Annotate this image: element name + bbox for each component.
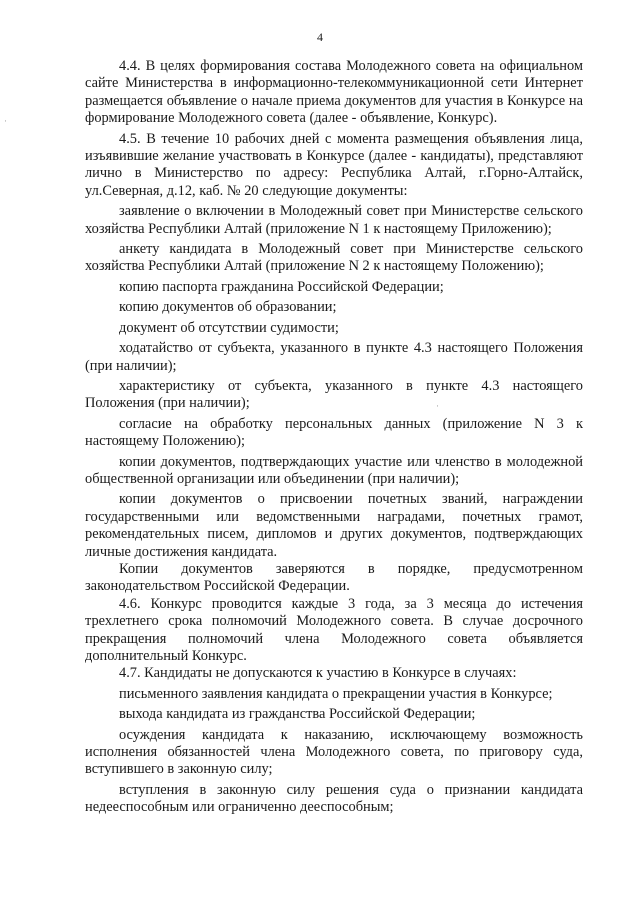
paragraph-4-5: 4.5. В течение 10 рабочих дней с момента размещения объявления лица, изъявившие желание участвовать в Конкурсе (далее - кандидаты), представляют лично в Министерство по адресу: Республика Алтай, г.Горно-Алтайск, ул.Северная, д.12, каб. № 20 следующие документы: bbox=[85, 130, 583, 199]
list-item-membership: копии документов, подтверждающих участие или членство в молодежной общественной организации или объединении (при наличии); bbox=[85, 453, 583, 487]
paragraph-4-4: 4.4. В целях формирования состава Молодежного совета на официальном сайте Министерства в информационно-телекоммуникационной сети Интернет размещается объявление о начале приема документов для участия в Конкурсе на формирование Молодежного совета (далее - объявление, Конкурс). bbox=[85, 58, 583, 127]
list-item-consent: согласие на обработку персональных данных (приложение N 3 к настоящему Положению); bbox=[85, 415, 583, 450]
list-item-citizenship: выхода кандидата из гражданства Российской Федерации; bbox=[119, 706, 476, 723]
list-item-petition: ходатайство от субъекта, указанного в пункте 4.3 настоящего Положения (при наличии); bbox=[85, 340, 583, 374]
list-item-reference: характеристику от субъекта, указанного в пункте 4.3 настоящего Положения (при наличии); bbox=[85, 377, 583, 412]
list-item-awards: копии документов о присвоении почетных званий, награждении государственными или ведомственными наградами, почетных грамот, рекомендательных писем, дипломов и других документов, подтверждающих личные достижения кандидата. bbox=[85, 491, 583, 560]
scan-speck: · bbox=[436, 401, 439, 411]
list-item-incapacity: вступления в законную силу решения суда о признании кандидата недееспособным или ограниченно дееспособным; bbox=[85, 781, 583, 816]
list-item-withdrawal: письменного заявления кандидата о прекращении участия в Конкурсе; bbox=[119, 685, 553, 702]
scan-speck: · bbox=[4, 116, 7, 126]
paragraph-4-7: 4.7. Кандидаты не допускаются к участию в Конкурсе в случаях: bbox=[119, 665, 517, 682]
list-item-no-record: документ об отсутствии судимости; bbox=[119, 319, 339, 336]
paragraph-4-6: 4.6. Конкурс проводится каждые 3 года, за 3 месяца до истечения трехлетнего срока полномочий Молодежного совета. В случае досрочного прекращения полномочий члена Молодежного совета объявляется дополнительный Конкурс. bbox=[85, 595, 583, 664]
list-item-passport: копию паспорта гражданина Российской Федерации; bbox=[119, 278, 444, 295]
list-item-application: заявление о включении в Молодежный совет при Министерстве сельского хозяйства Республики Алтай (приложение N 1 к настоящему Приложению); bbox=[85, 203, 583, 237]
paragraph-certification: Копии документов заверяются в порядке, предусмотренном законодательством Российской Федерации. bbox=[85, 560, 583, 595]
list-item-questionnaire: анкету кандидата в Молодежный совет при Министерстве сельского хозяйства Республики Алтай (приложение N 2 к настоящему Положению); bbox=[85, 241, 583, 275]
page-number: 4 bbox=[317, 30, 323, 44]
list-item-education: копию документов об образовании; bbox=[119, 299, 337, 316]
list-item-conviction: осуждения кандидата к наказанию, исключающему возможность исполнения обязанностей члена Молодежного совета, по приговору суда, вступившего в законную силу; bbox=[85, 726, 583, 778]
document-body bbox=[85, 58, 583, 820]
